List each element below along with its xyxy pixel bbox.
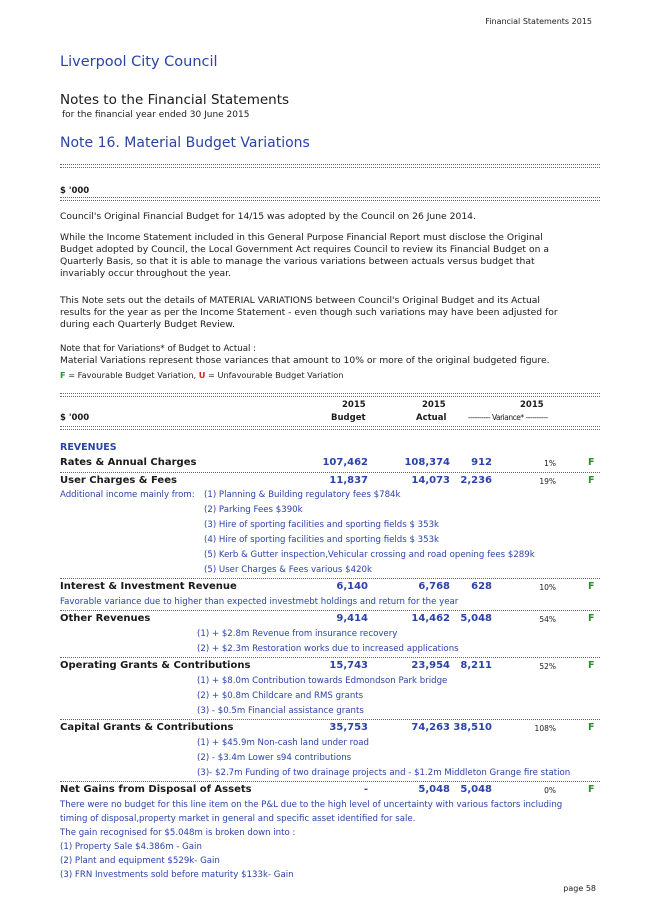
council-name: Liverpool City Council [60,54,218,70]
variance-value: 5,048 [460,784,492,795]
table-unit: $ '000 [60,413,90,423]
actual-value: 14,073 [411,475,450,486]
variance-pct: 0% [544,786,556,795]
legend-f-text: = Favourable Budget Variation, [68,370,199,380]
actual-value: 74,263 [411,722,450,733]
notes-subtitle: for the financial year ended 30 June 2015 [62,110,250,120]
actual-value: 108,374 [404,457,450,468]
explanation-interest: Favorable variance due to higher than expected investmebt holdings and return for the year [60,597,459,607]
explanation-line: The gain recognised for $5.048m is broken down into : [60,828,296,838]
explanation-lead: Additional income mainly from: [60,490,195,500]
divider [60,393,600,397]
budget-value: - [363,784,368,795]
variance-value: 912 [471,457,492,468]
variance-flag: F [588,722,595,733]
variance-value: 5,048 [460,613,492,624]
variance-pct: 108% [534,724,556,733]
explanation-line: (2) Plant and equipment $529k- Gain [60,856,220,866]
budget-value: 35,753 [329,722,368,733]
variance-pct: 52% [539,662,556,671]
variance-flag: F [588,660,595,671]
divider [60,781,600,782]
text-line: Budget adopted by Council, the Local Government Act requires Council to review its Financial Budget on a [60,244,549,255]
row-label: Rates & Annual Charges [60,457,197,468]
variance-value: 8,211 [460,660,492,671]
paragraph-adoption: Council's Original Financial Budget for 14/15 was adopted by the Council on 26 June 2014. [60,211,476,222]
explanation-item: (2) Parking Fees $390k [204,505,303,515]
variance-flag: F [588,581,595,592]
actual-value: 14,462 [411,613,450,624]
legend-u-text: = Unfavourable Budget Variation [208,370,344,380]
col-variance: ---------- Variance* ---------- [468,413,548,422]
explanation-line: There were no budget for this line item on the P&L due to the high level of uncertainty with various factors including [60,800,563,810]
legend-f: F [60,370,66,380]
explanation-item: (4) Hire of sporting facilities and sporting fields $ 353k [204,535,440,545]
row-label: Other Revenues [60,613,151,624]
explanation-item: (2) + $2.3m Restoration works due to increased applications [197,644,459,654]
variation-note: Note that for Variations* of Budget to Actual : [60,344,257,354]
variance-pct: 1% [544,459,556,468]
variance-flag: F [588,457,595,468]
text-line: This Note sets out the details of MATERIAL VARIATIONS between Council's Original Budget and its Actual [60,295,540,306]
explanation-item: (1) + $45.9m Non-cash land under road [197,738,369,748]
variance-pct: 54% [539,615,556,624]
budget-value: 15,743 [329,660,368,671]
budget-value: 11,837 [329,475,368,486]
section-revenues: REVENUES [60,442,117,453]
text-line: Quarterly Basis, so that it is able to manage the various variations between actuals versus budget that [60,256,535,267]
explanation-line: timing of disposal,property market in general and specific asset identified for sale. [60,814,416,824]
text-line: invariably occur throughout the year. [60,268,232,279]
explanation-item: (3) - $0.5m Financial assistance grants [197,706,364,716]
variance-flag: F [588,475,595,486]
running-header: Financial Statements 2015 [485,17,592,26]
legend [60,370,344,380]
material-definition: Material Variations represent those variances that amount to 10% or more of the original budgeted figure. [60,355,550,366]
year-variance: 2015 [520,400,544,410]
actual-value: 23,954 [411,660,450,671]
variance-value: 38,510 [453,722,492,733]
explanation-item: (5) Kerb & Gutter inspection,Vehicular crossing and road opening fees $289k [204,550,535,560]
explanation-item: (3) Hire of sporting facilities and sporting fields $ 353k [204,520,440,530]
explanation-line: (3) FRN Investments sold before maturity $133k- Gain [60,870,294,880]
budget-value: 9,414 [336,613,368,624]
explanation-item: (2) + $0.8m Childcare and RMS grants [197,691,364,701]
paragraph-review [60,232,600,280]
variance-pct: 10% [539,583,556,592]
variance-value: 2,236 [460,475,492,486]
variance-value: 628 [471,581,492,592]
note-heading: Note 16. Material Budget Variations [60,135,310,151]
actual-value: 6,768 [418,581,450,592]
divider [60,657,600,658]
divider [60,164,600,168]
explanation-line: (1) Property Sale $4.386m - Gain [60,842,202,852]
row-label: Capital Grants & Contributions [60,722,234,733]
explanation-item: (1) + $2.8m Revenue from insurance recovery [197,629,398,639]
budget-value: 6,140 [336,581,368,592]
explanation-item: (3)- $2.7m Funding of two drainage projects and - $1.2m Middleton Grange fire station [197,768,571,778]
divider [60,197,600,201]
explanation-item: (1) + $8.0m Contribution towards Edmondson Park bridge [197,676,448,686]
paragraph-material-variations [60,295,600,331]
col-budget: Budget [331,413,366,423]
explanation-item: (1) Planning & Building regulatory fees $784k [204,490,401,500]
text-line: during each Quarterly Budget Review. [60,319,235,330]
budget-value: 107,462 [322,457,368,468]
legend-u: U [198,370,206,380]
explanation-item: (2) - $3.4m Lower s94 contributions [197,753,352,763]
year-budget: 2015 [342,400,366,410]
page-number: page 58 [563,884,596,893]
row-label: Net Gains from Disposal of Assets [60,784,252,795]
text-line: results for the year as per the Income Statement - even though such variations may have been adjusted for [60,307,558,318]
row-label: User Charges & Fees [60,475,177,486]
text-line: While the Income Statement included in this General Purpose Financial Report must disclose the Original [60,232,543,243]
col-actual: Actual [416,413,447,423]
divider [60,719,600,720]
variance-flag: F [588,613,595,624]
variance-flag: F [588,784,595,795]
divider [60,472,600,473]
notes-title: Notes to the Financial Statements [60,92,290,108]
year-actual: 2015 [422,400,446,410]
variance-pct: 19% [539,477,556,486]
row-label: Operating Grants & Contributions [60,660,251,671]
divider [60,578,600,579]
actual-value: 5,048 [418,784,450,795]
divider [60,426,600,430]
explanation-item: (5) User Charges & Fees various $420k [204,565,372,575]
divider [60,610,600,611]
row-label: Interest & Investment Revenue [60,581,237,592]
unit-label: $ '000 [60,186,90,196]
